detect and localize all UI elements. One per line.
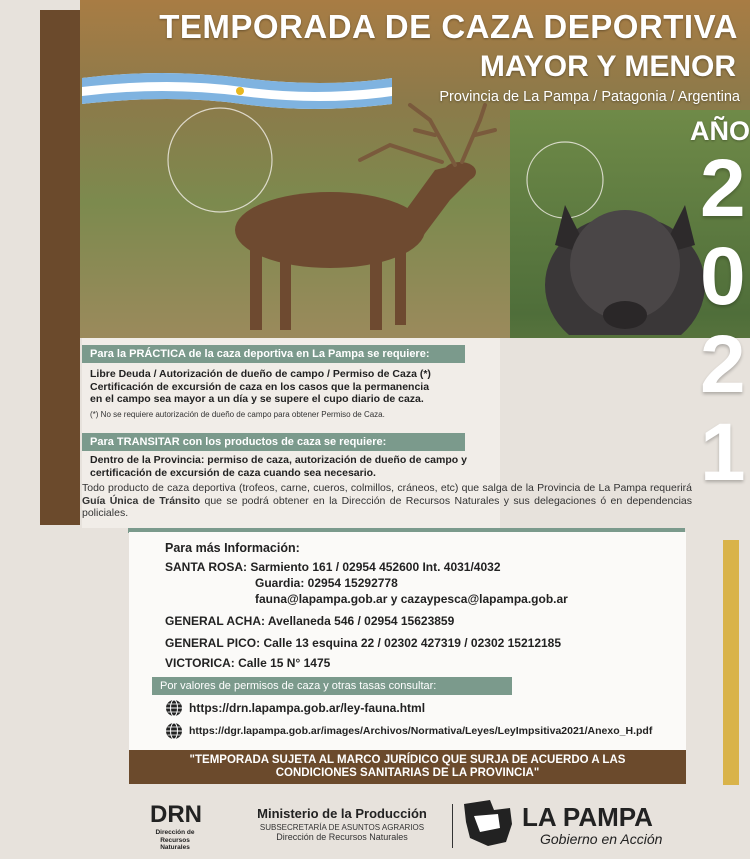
url-row[interactable]: [165, 699, 425, 717]
year-digit: 0: [700, 231, 746, 322]
poster-subtitle: MAYOR Y MENOR: [479, 50, 736, 83]
practice-line: Certificación de excursión de caza en los casos que la permanencia: [90, 380, 430, 393]
year-digit: 2: [700, 143, 746, 234]
transit-line: certificación de excursión de caza cuando sea necesario.: [90, 466, 376, 479]
consult-header: Por valores de permisos de caza y otras tasas consultar:: [152, 677, 512, 695]
lapampa-title: LA PAMPA: [522, 802, 653, 832]
practice-note: (*) No se requiere autorización de dueño de campo para obtener Permiso de Caza.: [90, 410, 385, 419]
practice-line: en el campo sea mayor a un día y se supere el cupo diario de caza.: [90, 393, 424, 405]
url-row[interactable]: [165, 722, 652, 740]
drn-subtitle: Dirección de Recursos Naturales: [155, 829, 195, 851]
year-digit: 1: [700, 407, 746, 498]
contact-guardia: Guardia: 02954 15292778: [255, 576, 398, 590]
contact-emails[interactable]: fauna@lapampa.gob.ar y cazaypesca@lapampa.gob.ar: [255, 592, 568, 606]
drn-logo: [150, 798, 206, 828]
globe-icon: [165, 722, 183, 740]
location-text: Provincia de La Pampa / Patagonia / Argentina: [439, 89, 740, 105]
lapampa-subtitle: Gobierno en Acción: [540, 831, 663, 847]
contact-title: Para más Información:: [165, 541, 300, 555]
ministerio-name: Ministerio de la Producción: [257, 806, 427, 821]
contact-general-acha: GENERAL ACHA: Avellaneda 546 / 02954 15623859: [165, 614, 455, 628]
year-label: AÑO: [690, 116, 750, 146]
left-accent-bar: [40, 10, 80, 525]
guia-text-bold: Guía Única de Tránsito: [82, 494, 201, 507]
practice-line: Libre Deuda / Autorización de dueño de campo / Permiso de Caza (*): [90, 368, 431, 380]
ministerio-block: [242, 806, 442, 842]
poster-title: TEMPORADA DE CAZA DEPORTIVA: [159, 8, 738, 45]
globe-icon: [165, 699, 183, 717]
guia-paragraph: [82, 482, 692, 520]
guia-text-pre: Todo producto de caza deportiva (trofeos, carne, cueros, colmillos, cráneos, etc) que salga de la Provincia de La Pampa requerirá: [82, 482, 692, 494]
contact-victorica: VICTORICA: Calle 15 N° 1475: [165, 656, 331, 670]
url-link-fauna[interactable]: https://drn.lapampa.gob.ar/ley-fauna.html: [189, 701, 426, 715]
guia-text-post: que se podrá obtener en la Dirección de Recursos Naturales y sus delegaciones ó en dependencias policiales.: [82, 494, 692, 519]
direccion-name: Dirección de Recursos Naturales: [276, 832, 408, 842]
year-digit: 2: [700, 319, 746, 410]
boar-illustration: [535, 175, 710, 335]
url-link-anexo[interactable]: https://dgr.lapampa.gob.ar/images/Archivos/Normativa/Leyes/LeyImpsitiva2021/Anexo_H.pdf: [189, 725, 653, 737]
subsecretaria-name: SUBSECRETARÍA DE ASUNTOS AGRARIOS: [259, 823, 425, 832]
contact-santa-rosa: SANTA ROSA: Sarmiento 161 / 02954 452600 Int. 4031/4032: [165, 560, 501, 574]
footer-divider: [452, 804, 453, 848]
practice-header: Para la PRÁCTICA de la caza deportiva en La Pampa se requiere:: [82, 345, 465, 363]
right-accent-bar: [723, 540, 739, 785]
deer-illustration: [180, 100, 500, 335]
transit-header: Para TRANSITAR con los productos de caza se requiere:: [82, 433, 465, 451]
notice-line: CONDICIONES SANITARIAS DE LA PROVINCIA": [275, 767, 540, 779]
transit-line: Dentro de la Provincia: permiso de caza, autorización de dueño de campo y: [90, 454, 467, 466]
lapampa-map-logo: [460, 798, 516, 850]
transit-requirements: [90, 454, 500, 479]
drn-logo-text: DRN: [150, 801, 202, 828]
legal-notice-banner: [129, 750, 686, 784]
contact-general-pico: GENERAL PICO: Calle 13 esquina 22 / 02302 427319 / 02302 15212185: [165, 636, 562, 650]
practice-requirements: [90, 368, 510, 406]
notice-line: "TEMPORADA SUJETA AL MARCO JURÍDICO QUE SURJA DE ACUERDO A LAS: [189, 754, 626, 766]
